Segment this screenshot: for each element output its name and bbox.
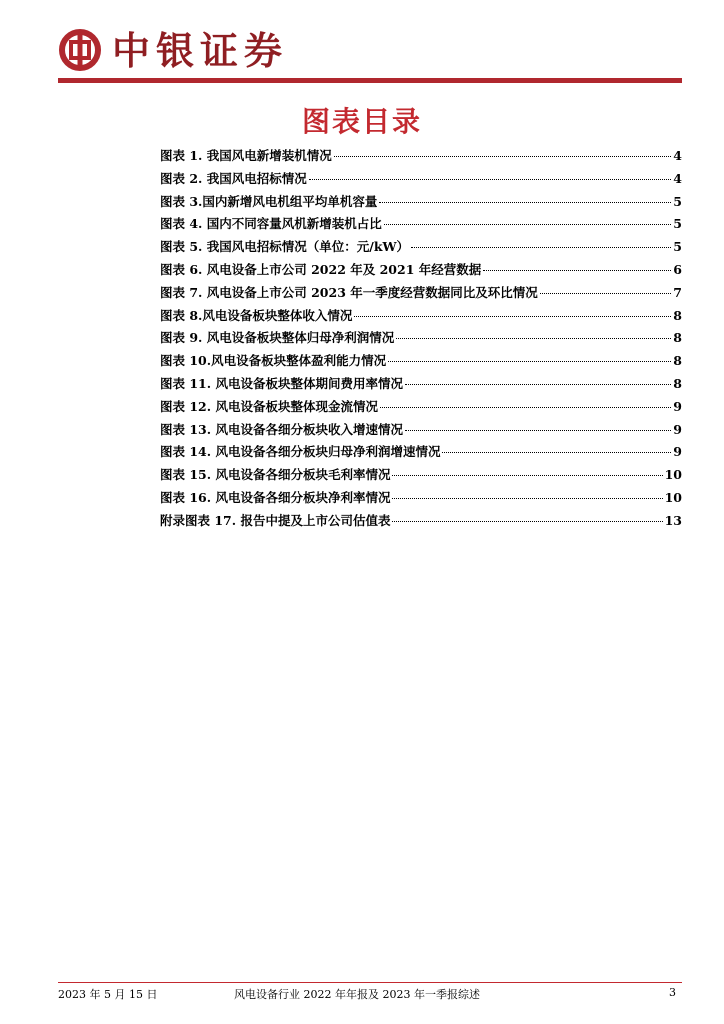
toc-entry[interactable]: [160, 442, 682, 465]
toc-entry-label: 图表 14. 风电设备各细分板块归母净利润增速情况: [160, 444, 441, 460]
toc-leader-dots: [379, 202, 671, 203]
toc-entry-label: 附录图表 17. 报告中提及上市公司估值表: [160, 512, 391, 528]
toc-entry-label: 图表 9. 风电设备板块整体归母净利润情况: [160, 330, 395, 346]
toc-leader-dots: [309, 179, 672, 180]
toc-entry-page: 9: [673, 398, 682, 414]
toc-entry[interactable]: [160, 465, 682, 488]
toc-entry-label: 图表 12. 风电设备板块整体现金流情况: [160, 398, 378, 414]
footer-page-number: 3: [669, 986, 676, 999]
toc-entry-page: 4: [673, 170, 682, 186]
bank-of-china-logo-icon: [58, 28, 102, 72]
toc-entry-label: 图表 11. 风电设备板块整体期间费用率情况: [160, 375, 403, 391]
footer-date: 2023 年 5 月 15 日: [58, 988, 158, 1001]
toc-title: 图表目录: [301, 105, 422, 138]
toc-entry-label: 图表 3.国内新增风电机组平均单机容量: [160, 193, 378, 209]
toc-entry-label: 图表 5. 我国风电招标情况（单位：元/kW）: [160, 239, 410, 255]
toc-entry-label: 图表 8.风电设备板块整体收入情况: [160, 307, 353, 323]
toc-leader-dots: [392, 521, 662, 522]
toc-entry[interactable]: [160, 511, 682, 534]
toc-entry-label: 图表 7. 风电设备上市公司 2023 年一季度经营数据同比及环比情况: [160, 284, 538, 300]
toc-entry-page: 8: [673, 307, 682, 323]
toc-entry[interactable]: [160, 260, 682, 283]
toc-leader-dots: [483, 270, 671, 271]
toc-entry[interactable]: [160, 214, 682, 237]
toc-entry-page: 4: [673, 148, 682, 163]
toc-entry[interactable]: [160, 283, 682, 306]
toc-entry[interactable]: [160, 328, 682, 351]
toc-leader-dots: [380, 407, 671, 408]
toc-leader-dots: [396, 338, 671, 339]
toc-entry[interactable]: [160, 420, 682, 443]
page-header: [58, 26, 682, 86]
toc-leader-dots: [540, 293, 672, 294]
toc-entry-page: 9: [673, 421, 682, 437]
toc-entry[interactable]: [160, 169, 682, 192]
toc-leader-dots: [388, 361, 671, 362]
table-of-contents: [160, 146, 682, 534]
toc-leader-dots: [354, 316, 671, 317]
brand-name: 中银证券: [112, 29, 289, 73]
header-rule: [58, 78, 682, 83]
toc-entry-page: 6: [673, 261, 682, 277]
toc-entry-page: 10: [664, 489, 682, 505]
toc-leader-dots: [442, 452, 671, 453]
toc-entry-page: 8: [673, 375, 682, 391]
footer-report-title: 风电设备行业 2022 年年报及 2023 年一季报综述: [234, 988, 480, 1001]
toc-entry-label: 图表 16. 风电设备各细分板块净利率情况: [160, 489, 391, 505]
footer-rule: [58, 982, 682, 983]
toc-entry-page: 8: [673, 353, 682, 369]
toc-entry-label: 图表 4. 国内不同容量风机新增装机占比: [160, 216, 382, 232]
toc-entry-page: 9: [673, 444, 682, 460]
toc-entry-label: 图表 2. 我国风电招标情况: [160, 170, 307, 186]
toc-entry-page: 5: [673, 193, 682, 209]
toc-entry[interactable]: [160, 397, 682, 420]
toc-entry-label: 图表 1. 我国风电新增装机情况: [160, 148, 332, 163]
toc-entry[interactable]: [160, 146, 682, 169]
toc-entry[interactable]: [160, 351, 682, 374]
toc-entry[interactable]: [160, 237, 682, 260]
toc-entry-label: 图表 13. 风电设备各细分板块收入增速情况: [160, 421, 403, 437]
toc-entry-page: 5: [673, 216, 682, 232]
toc-entry-page: 5: [673, 239, 682, 255]
toc-leader-dots: [392, 475, 662, 476]
toc-entry-label: 图表 10.风电设备板块整体盈利能力情况: [160, 353, 387, 369]
toc-entry-page: 10: [664, 467, 682, 483]
toc-leader-dots: [411, 247, 671, 248]
toc-leader-dots: [392, 498, 662, 499]
toc-leader-dots: [384, 224, 672, 225]
toc-entry[interactable]: [160, 374, 682, 397]
toc-entry-label: 图表 15. 风电设备各细分板块毛利率情况: [160, 467, 391, 483]
toc-leader-dots: [405, 430, 671, 431]
toc-leader-dots: [405, 384, 671, 385]
toc-entry[interactable]: [160, 192, 682, 215]
toc-entry[interactable]: [160, 306, 682, 329]
toc-entry[interactable]: [160, 488, 682, 511]
toc-entry-label: 图表 6. 风电设备上市公司 2022 年及 2021 年经营数据: [160, 261, 482, 277]
toc-entry-page: 7: [673, 284, 682, 300]
toc-entry-page: 13: [664, 512, 682, 528]
toc-entry-page: 8: [673, 330, 682, 346]
toc-leader-dots: [334, 156, 672, 157]
